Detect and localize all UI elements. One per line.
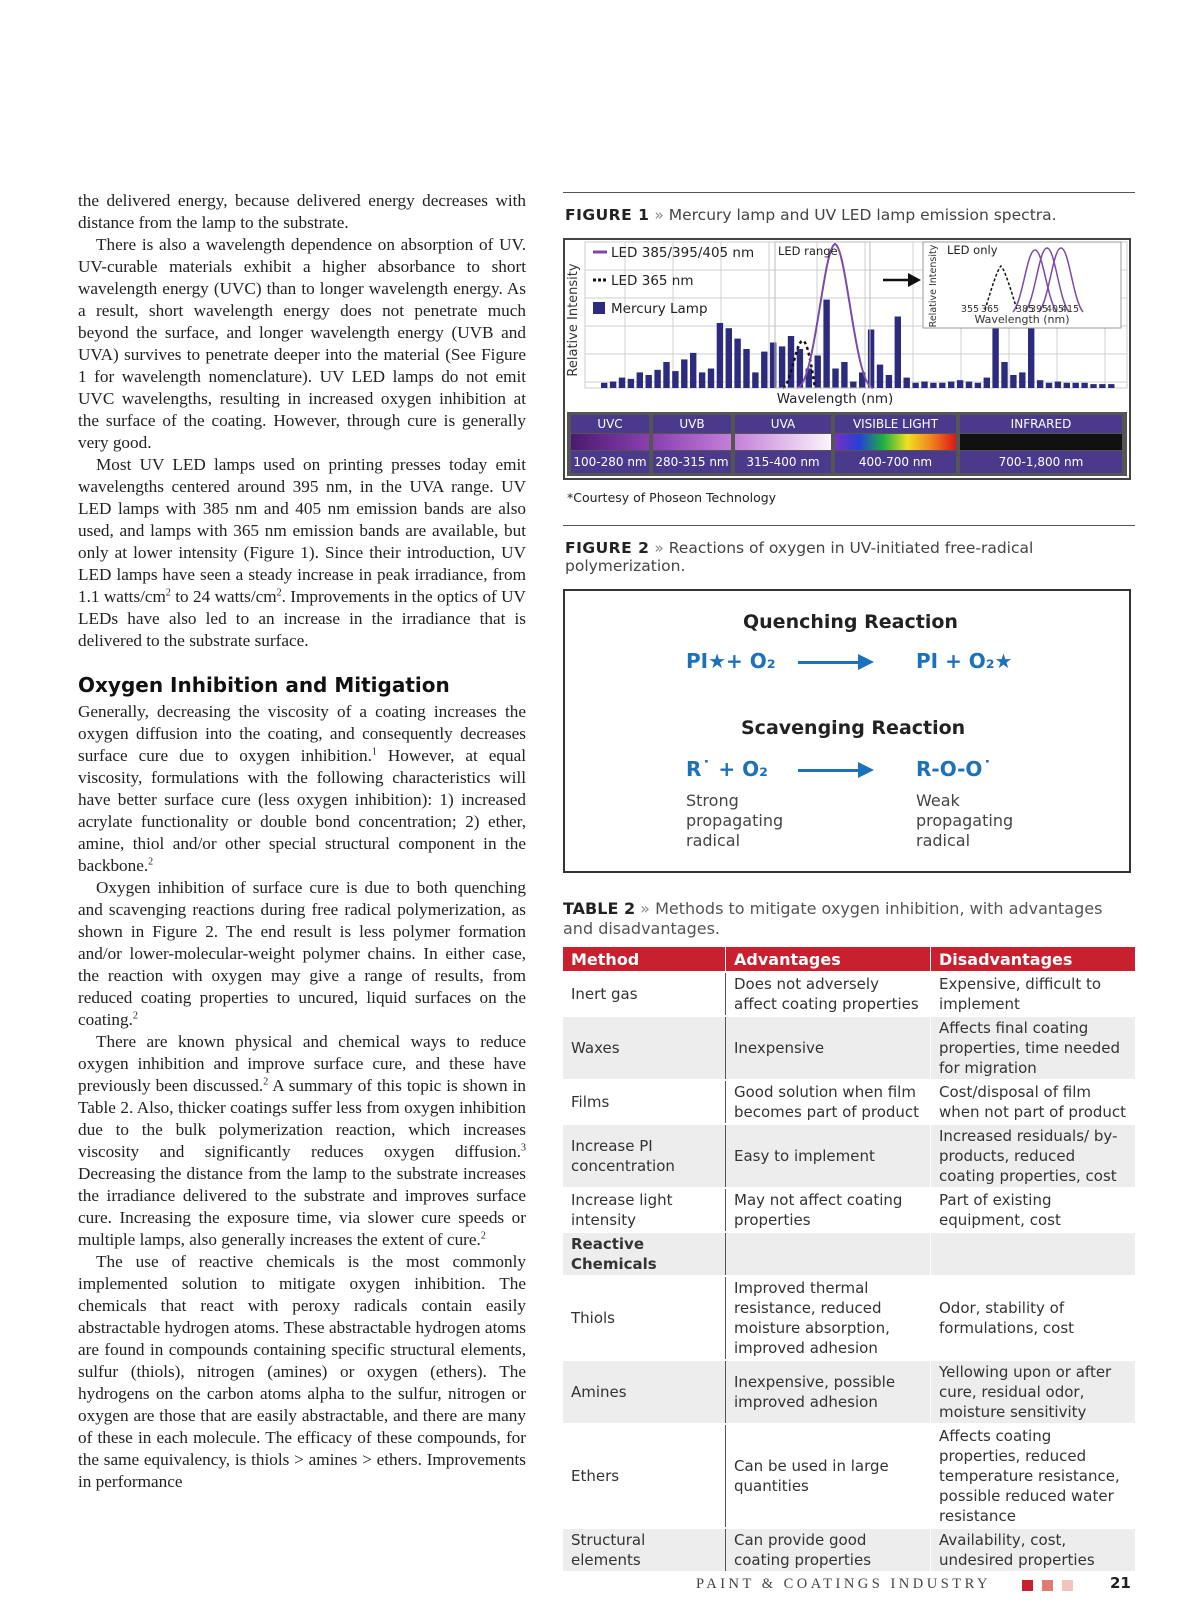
mercury-bar <box>939 383 945 388</box>
magazine-name: PAINT & COATINGS INDUSTRY <box>696 1576 991 1592</box>
mercury-bar <box>672 371 678 388</box>
inset-x-axis: Wavelength (nm) <box>974 313 1070 326</box>
figure2-caption: FIGURE 2 » Reactions of oxygen in UV-initiated free-radical polymerization. <box>565 539 1034 575</box>
band-color <box>735 434 831 450</box>
table-row <box>563 1080 1135 1124</box>
mercury-bar <box>1001 362 1007 388</box>
mercury-bar <box>726 328 732 388</box>
band-name: UVC <box>597 417 623 431</box>
mercury-bar <box>877 365 883 388</box>
figure1-courtesy: *Courtesy of Phoseon Technology <box>567 490 777 505</box>
footer-square <box>1022 1580 1033 1591</box>
inset-tick-label: 405 <box>1045 304 1065 315</box>
mercury-bar <box>823 300 829 388</box>
cell-disadvantages: Affects final coating properties, time needed for migration <box>931 1016 1136 1080</box>
article-body-right <box>563 192 1135 1571</box>
cell-advantages: Inexpensive <box>726 1016 931 1080</box>
figure1-spectra-chart <box>563 238 1131 480</box>
cell-method: Ethers <box>563 1424 726 1528</box>
mercury-bar <box>1073 383 1079 388</box>
band-range: 100-280 nm <box>573 455 647 469</box>
cell-advantages: Can provide good coating properties <box>726 1528 931 1571</box>
inset-tick-label: 415 <box>1060 304 1080 315</box>
mercury-bar <box>1090 384 1096 388</box>
figure2-reactions <box>563 589 1131 873</box>
mercury-bar <box>921 382 927 389</box>
mercury-bar <box>788 336 794 388</box>
paragraph: the delivered energy, because delivered energy decreases with distance from the lamp to the substrate. <box>78 191 526 232</box>
cell-advantages: Good solution when film becomes part of product <box>726 1080 931 1124</box>
mercury-bar <box>1010 375 1016 388</box>
y-axis-label: Relative Intensity <box>566 263 581 377</box>
mercury-bar <box>930 383 936 388</box>
mercury-bar <box>1019 372 1025 388</box>
mercury-bar <box>637 372 643 388</box>
quenching-title: Quenching Reaction <box>743 611 958 633</box>
header-advantages: Advantages <box>726 947 931 972</box>
table-row <box>563 1016 1135 1080</box>
cell-method: Reactive Chemicals <box>563 1232 726 1276</box>
cell-disadvantages: Cost/disposal of film when not part of product <box>931 1080 1136 1124</box>
cell-method: Waxes <box>563 1016 726 1080</box>
mercury-bar <box>832 369 838 389</box>
mercury-bar <box>601 383 607 388</box>
led-range-label: LED range <box>778 244 838 258</box>
x-axis-label: Wavelength (nm) <box>776 391 894 407</box>
band-range: 400-700 nm <box>858 455 933 469</box>
cell-disadvantages: Increased residuals/ by-products, reduced coating properties, cost <box>931 1124 1136 1188</box>
mercury-bar <box>1099 384 1105 388</box>
band-color <box>960 434 1122 450</box>
scav-reactants: R˙ + O₂ <box>686 757 768 781</box>
quench-arrow <box>798 661 870 664</box>
mercury-bar <box>752 372 758 388</box>
band-range: 280-315 nm <box>655 455 729 469</box>
table-header-row <box>563 947 1135 972</box>
cell-method: Inert gas <box>563 972 726 1016</box>
footer-square <box>1042 1580 1053 1591</box>
mercury-bar <box>681 359 687 388</box>
paragraph: Oxygen inhibition of surface cure is due to both quenching and scavenging reactions during free radical polymerization, as shown in Figure 2. The end result is less polymer formation and/or lower-molecular-weight polymer chains. In either case, the reaction with oxygen may give a range of results, from reduced coating properties to uncured, liquid surfaces on the coating.$^2$ <box>78 878 526 1029</box>
band-name: VISIBLE LIGHT <box>852 417 939 431</box>
mercury-bar <box>886 375 892 388</box>
cell-disadvantages <box>931 1232 1136 1276</box>
weak-radical-note: Weak propagating radical <box>916 791 1014 850</box>
paragraph: The use of reactive chemicals is the most commonly implemented solution to mitigate oxygen inhibition. The chemicals that react with peroxy radicals contain easily abstractable hydrogen atoms. These abstractable hydrogen atoms are found in compounds containing specific structural elements, sulfur (thiols), nitrogen (amines) or oxygen (ethers). The hydrogens on the carbon atoms alpha to the sulfur, nitrogen or oxygen are those that are easily abstractable, and there are many of these in each molecule. The efficacy of these compounds, for the same equivalency, is thiols > amines > ethers. Improvements in performance <box>78 1252 526 1491</box>
inset-tick-label: 385 <box>1015 304 1035 315</box>
legend-mercury-swatch <box>593 302 605 314</box>
mercury-bar <box>904 378 910 388</box>
section-heading: Oxygen Inhibition and Mitigation <box>78 673 450 697</box>
cell-advantages: Improved thermal resistance, reduced moisture absorption, improved adhesion <box>726 1276 931 1360</box>
strong-radical-note: Strong propagating radical <box>686 791 784 850</box>
cell-method: Increase PI concentration <box>563 1124 726 1188</box>
cell-disadvantages: Yellowing upon or after cure, residual odor, moisture sensitivity <box>931 1360 1136 1424</box>
mercury-bar <box>975 383 981 388</box>
cell-advantages: May not affect coating properties <box>726 1188 931 1232</box>
mercury-bar <box>966 382 972 389</box>
mercury-bar <box>743 349 749 388</box>
table-row <box>563 1424 1135 1528</box>
mercury-bar <box>779 346 785 388</box>
cell-advantages <box>726 1232 931 1276</box>
article-body-left <box>78 190 526 1493</box>
table-row <box>563 1124 1135 1188</box>
cell-method: Thiols <box>563 1276 726 1360</box>
band-name: INFRARED <box>1010 417 1072 431</box>
mercury-bar <box>646 375 652 388</box>
table-row <box>563 1360 1135 1424</box>
cell-disadvantages: Odor, stability of formulations, cost <box>931 1276 1136 1360</box>
band-name: UVB <box>679 417 705 431</box>
mercury-bar <box>717 323 723 388</box>
mercury-bar <box>1081 383 1087 388</box>
table-row <box>563 972 1135 1016</box>
cell-method: Amines <box>563 1360 726 1424</box>
cell-disadvantages: Part of existing equipment, cost <box>931 1188 1136 1232</box>
mercury-bar <box>628 379 634 388</box>
paragraph: There is also a wavelength dependence on absorption of UV. UV-curable materials exhibit a higher absorbance to short wavelength energy (UVC) than to longer wavelength energy. As a result, short wavelength energy does not penetrate much beyond the surface, and longer wavelength energy (UVB and UVA) survives to penetrate deeper into the material (See Figure 1 for wavelength nomenclature). UV LED lamps do not emit UVC wavelengths, resulting in increased oxygen inhibition at the surface of the coating. However, through cure is generally very good. <box>78 235 526 452</box>
cell-method: Increase light intensity <box>563 1188 726 1232</box>
table-row <box>563 1528 1135 1571</box>
band-range: 700-1,800 nm <box>998 455 1084 469</box>
paragraph: Generally, decreasing the viscosity of a coating increases the oxygen diffusion into the coating, and consequently decreases surface cure due to oxygen inhibition.$^1$ However, at equal viscosity, formulations with the following characteristics will have better surface cure (less oxygen inhibition): 1) increased acrylate functionality or double bond concentration; 2) ether, amine, thiol and/or other special structural component in the backbone.$^2$ <box>78 702 526 875</box>
mercury-bar <box>868 330 874 389</box>
band-range: 315-400 nm <box>746 455 820 469</box>
cell-advantages: Easy to implement <box>726 1124 931 1188</box>
legend-mercury: Mercury Lamp <box>611 301 708 317</box>
mercury-bar <box>850 382 856 389</box>
mercury-bar <box>619 378 625 388</box>
paragraph: There are known physical and chemical ways to reduce oxygen inhibition and improve surface cure, and these have previously been discussed.$^2$ A summary of this topic is shown in Table 2. Also, thicker coatings suffer less from oxygen inhibition due to the bulk polymerization reaction, which increases viscosity and significantly reduces oxygen diffusion.$^3$ Decreasing the distance from the lamp to the substrate increases the irradiance delivered to the substrate and improves surface cure. Increasing the exposure time, via slower cure speeds or multiple lamps, also generally increases the extent of cure.$^2$ <box>78 1032 526 1249</box>
mercury-bar <box>1037 380 1043 388</box>
mercury-bar <box>957 380 963 388</box>
cell-method: Structural elements <box>563 1528 726 1571</box>
spectra-svg <box>565 240 1129 478</box>
band-name: UVA <box>770 417 796 431</box>
cell-disadvantages: Affects coating properties, reduced temperature resistance, possible reduced water resistance <box>931 1424 1136 1528</box>
scavenging-title: Scavenging Reaction <box>741 717 966 739</box>
quench-reactants: PI★+ O₂ <box>686 649 776 673</box>
table-row <box>563 1232 1135 1276</box>
table2-caption: TABLE 2 » Methods to mitigate oxygen inhibition, with advantages and disadvantages. <box>563 899 1103 938</box>
mercury-bar <box>984 378 990 388</box>
table2 <box>563 947 1135 1571</box>
legend-led: LED 385/395/405 nm <box>611 245 755 261</box>
band-color <box>571 434 649 450</box>
band-color <box>653 434 731 450</box>
header-method: Method <box>563 947 726 972</box>
legend-led365: LED 365 nm <box>611 273 694 289</box>
mercury-bar <box>912 383 918 388</box>
mercury-bar <box>654 370 660 388</box>
cell-disadvantages: Availability, cost, undesired properties <box>931 1528 1136 1571</box>
inset-tick-label: 395 <box>1029 304 1049 315</box>
quench-products: PI + O₂★ <box>916 649 1013 673</box>
paragraph: Most UV LED lamps used on printing presses today emit wavelengths centered around 395 nm, in the UVA range. UV LED lamps with 385 nm and 405 nm emission bands are also used, and lamps with 365 nm emission bands are available, but only at lower intensity (Figure 1). Since their introduction, UV LED lamps have seen a steady increase in peak irradiance, from 1.1 watts/$cm^2$ to 24 watts/$cm^2$. Improvements in the optics of UV LEDs have also led to an increase in the irradiance that is delivered to the substrate surface. <box>78 455 526 650</box>
scav-products: R-O-O˙ <box>916 757 993 781</box>
mercury-bar <box>1046 383 1052 388</box>
figure1-caption: FIGURE 1 » Mercury lamp and UV LED lamp emission spectra. <box>565 206 1057 224</box>
mercury-bar <box>895 317 901 389</box>
cell-advantages: Inexpensive, possible improved adhesion <box>726 1360 931 1424</box>
divider <box>563 525 1135 526</box>
scav-arrow <box>798 769 870 772</box>
mercury-bar <box>699 372 705 388</box>
mercury-bar <box>663 362 669 388</box>
mercury-bar <box>948 382 954 389</box>
mercury-bar <box>708 369 714 389</box>
cell-method: Films <box>563 1080 726 1124</box>
footer-square <box>1062 1580 1073 1591</box>
cell-advantages: Can be used in large quantities <box>726 1424 931 1528</box>
mercury-bar <box>841 362 847 388</box>
mercury-bar <box>761 352 767 388</box>
mercury-bar <box>1028 326 1034 388</box>
table-row <box>563 1276 1135 1360</box>
mercury-bar <box>690 353 696 388</box>
table-row <box>563 1188 1135 1232</box>
page-number: 21 <box>1110 1574 1131 1592</box>
inset-title: LED only <box>947 243 998 257</box>
mercury-bar <box>734 339 740 388</box>
band-color <box>835 434 956 450</box>
inset-tick-label: 365 <box>980 304 1000 315</box>
mercury-bar <box>1108 384 1114 388</box>
cell-disadvantages: Expensive, difficult to implement <box>931 972 1136 1016</box>
inset-y-axis: Relative Intensity <box>928 244 939 328</box>
cell-advantages: Does not adversely affect coating properties <box>726 972 931 1016</box>
inset-tick-label: 355 <box>960 304 980 315</box>
mercury-bar <box>1055 382 1061 389</box>
header-disadvantages: Disadvantages <box>931 947 1136 972</box>
divider <box>563 192 1135 193</box>
mercury-bar <box>1064 383 1070 388</box>
mercury-bar <box>610 382 616 389</box>
